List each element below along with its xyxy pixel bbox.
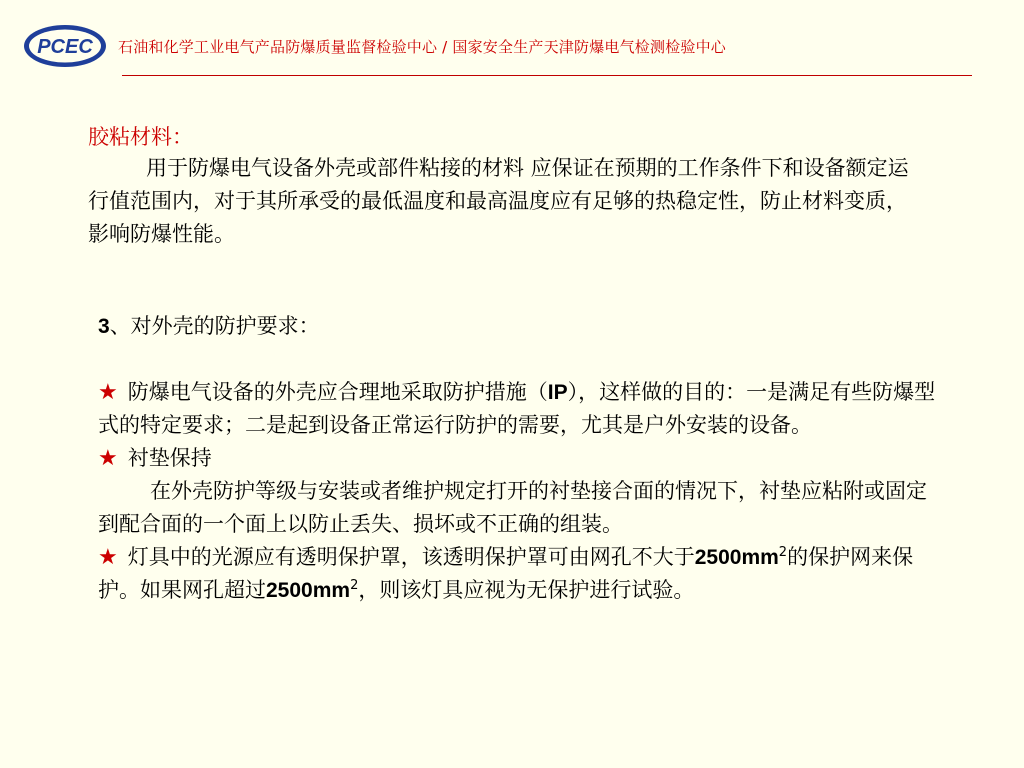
bullet-text: ），这样做的目的：一是满足有些防爆型式的特定要求；二是起到设备正常运行防护的需要，尤其是户外安装的设备。 [98, 380, 936, 437]
logo-text: PCEC [37, 36, 93, 58]
bullet-item-gasket [98, 442, 938, 475]
bullet-item-ip [98, 376, 938, 442]
slide-header [0, 0, 1024, 80]
header-org-line: 石油和化学工业电气产品防爆质量监督检验中心 / 国家安全生产天津防爆电气检测检验中心 [118, 38, 726, 56]
section-number: 3 [98, 315, 110, 338]
ip-code: IP [547, 381, 568, 404]
header-divider [122, 75, 972, 76]
adhesive-materials-section [88, 122, 938, 251]
section-heading-text: 、对外壳的防护要求： [109, 314, 320, 338]
bullet-text: 防爆电气设备的外壳应合理地采取防护措施（ [127, 380, 548, 404]
bullet-text: 灯具中的光源应有透明保护罩，该透明保护罩可由网孔不大于 [127, 545, 695, 569]
star-icon: ★ [98, 446, 118, 471]
unit-exponent: 2 [778, 545, 788, 560]
pcec-logo [22, 22, 108, 70]
bullet-title: 衬垫保持 [127, 446, 212, 470]
bullet-item-lamp [98, 541, 938, 607]
section-body: 用于防爆电气设备外壳或部件粘接的材料 应保证在预期的工作条件下和设备额定运行值范围内，对于其所承受的最低温度和最高温度应有足够的热稳定性，防止材料变质，影响防爆性能。 [88, 156, 909, 246]
unit-exponent: 2 [350, 578, 359, 593]
mesh-size-value: 2500mm [266, 579, 351, 602]
section-title: 胶粘材料： [88, 125, 193, 149]
mesh-size-value: 2500mm [694, 546, 779, 569]
section-heading [98, 310, 938, 343]
enclosure-protection-section [98, 310, 938, 607]
star-icon: ★ [98, 380, 118, 405]
bullet-text: 的保护网来保护。如果网孔超过 [98, 545, 914, 602]
bullet-text: ，则该灯具应视为无保护进行试验。 [358, 578, 695, 602]
gasket-body: 在外壳防护等级与安装或者维护规定打开的衬垫接合面的情况下，衬垫应粘附或固定到配合面的一个面上以防止丢失、损坏或不正确的组装。 [98, 479, 927, 536]
star-icon: ★ [98, 545, 118, 570]
